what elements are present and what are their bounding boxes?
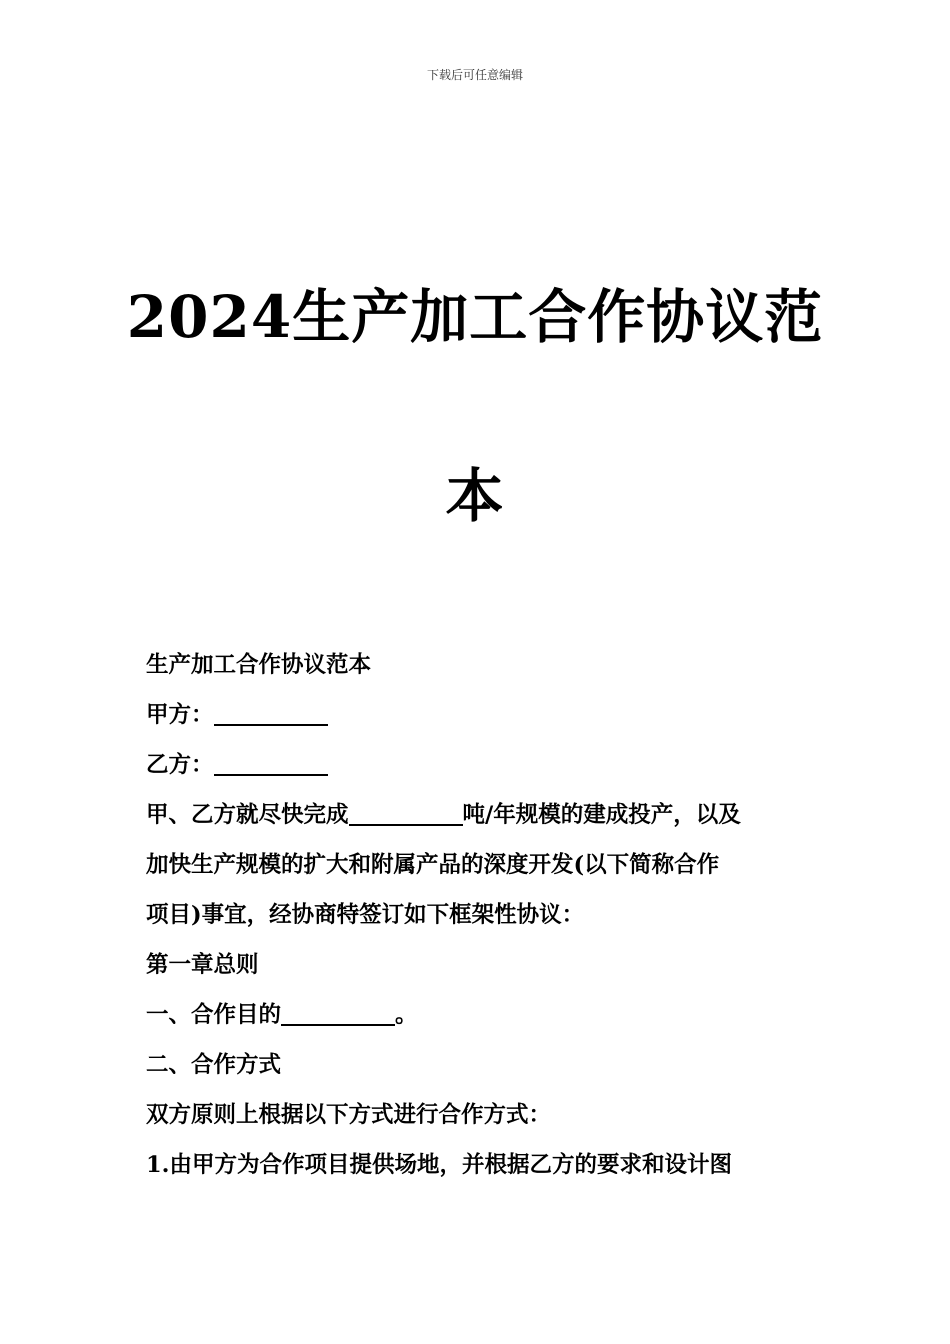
party-a-label: 甲方： xyxy=(146,702,214,728)
chapter-1-heading: 第一章总则 xyxy=(146,952,259,978)
header-note: 下载后可任意编辑 xyxy=(426,68,523,82)
intro-line-3: 项目)事宜，经协商特签订如下框架性协议： xyxy=(146,902,585,928)
item-2-heading: 二、合作方式 xyxy=(146,1052,282,1078)
party-a-line xyxy=(146,690,816,740)
intro-line-1-suffix: 吨/年规模的建成投产，以及 xyxy=(462,802,741,828)
document-body xyxy=(146,640,816,1190)
item-1-prefix: 一、合作目的 xyxy=(146,1002,282,1028)
capacity-blank xyxy=(349,802,463,826)
item-1-line xyxy=(146,990,816,1040)
party-b-blank xyxy=(214,752,328,776)
document-title-line-2: 本 xyxy=(445,462,505,530)
document-title-line-1: 2024生产加工合作协议范 xyxy=(126,283,824,351)
item-1-suffix: 。 xyxy=(395,1002,418,1028)
subtitle: 生产加工合作协议范本 xyxy=(146,652,372,678)
party-b-label: 乙方： xyxy=(146,752,214,778)
clause-1: 1.由甲方为合作项目提供场地，并根据乙方的要求和设计图 xyxy=(146,1152,732,1178)
party-b-line xyxy=(146,740,816,790)
item-2-description: 双方原则上根据以下方式进行合作方式： xyxy=(146,1102,552,1128)
intro-line-2: 加快生产规模的扩大和附属产品的深度开发(以下简称合作 xyxy=(146,852,720,878)
purpose-blank xyxy=(281,1002,395,1026)
intro-line-1-prefix: 甲、乙方就尽快完成 xyxy=(146,802,349,828)
party-a-blank xyxy=(214,702,328,726)
intro-line-1 xyxy=(146,790,816,840)
